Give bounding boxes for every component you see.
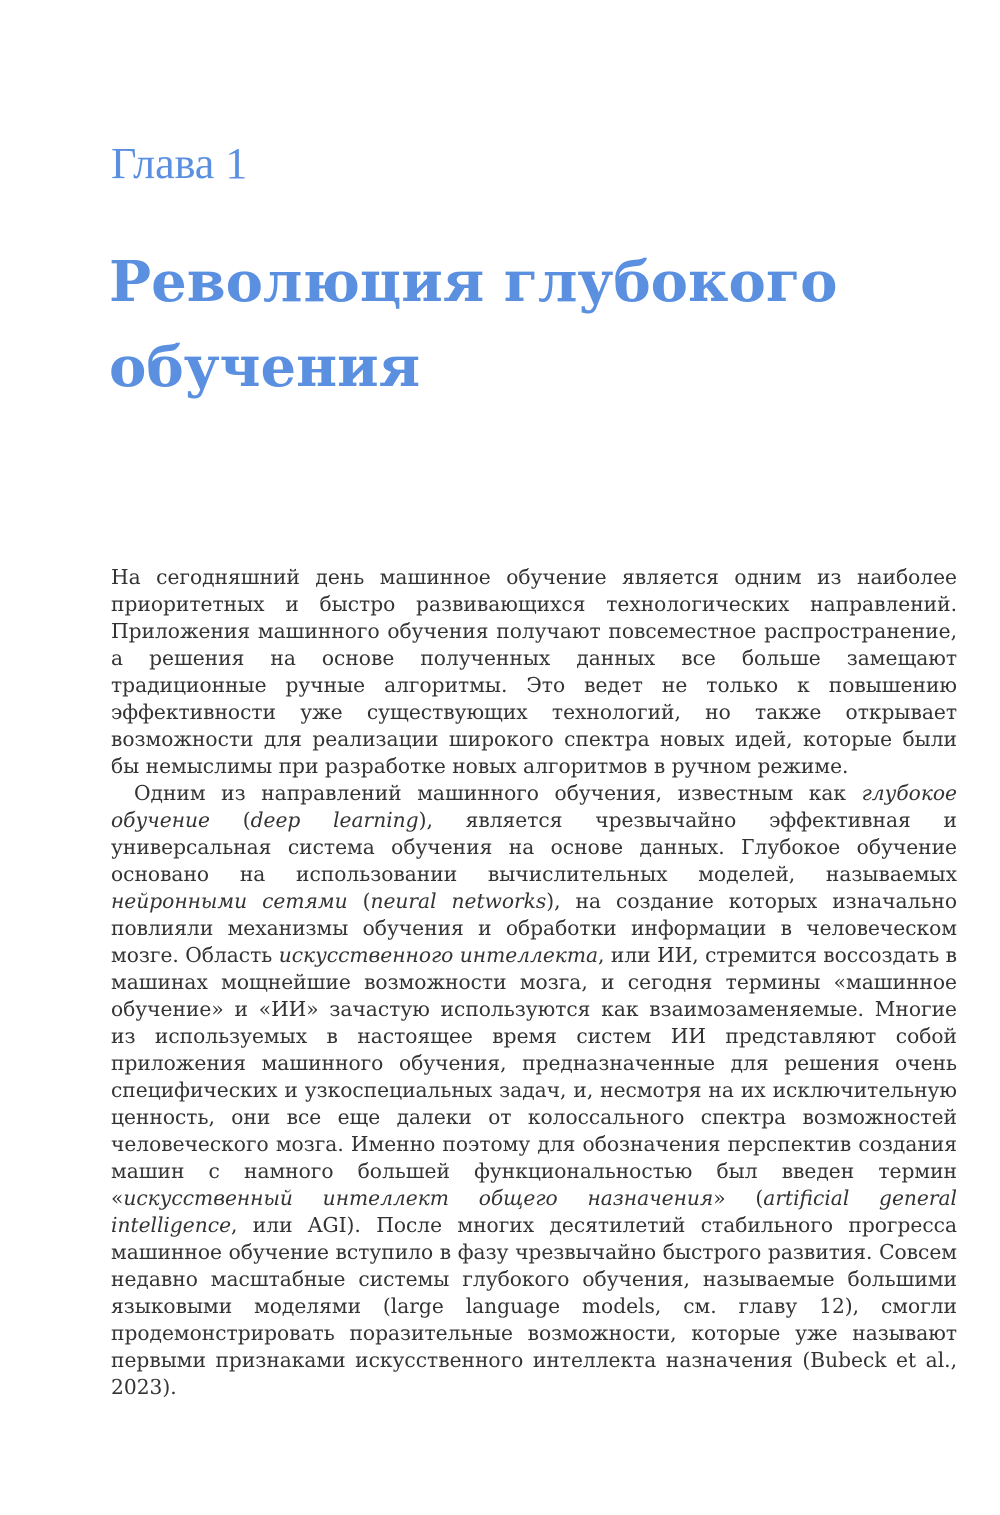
paragraph <box>111 564 957 780</box>
text-run: ), является чрезвычайно эффективная и универсальная система обучения на основе данных. Глубокое обучение основано на использовании вычислительных моделей, называемых <box>111 808 957 886</box>
italic-term: deep learning <box>250 808 419 832</box>
text-run: Одним из направлений машинного обучения, известным как <box>134 781 862 805</box>
paragraph <box>111 780 957 1401</box>
text-run: ( <box>347 889 371 913</box>
text-run: , или ИИ, стремится воссоздать в машинах мощнейшие возможности мозга, и сегодня термины «машинное обучение» и «ИИ» зачастую используются как взаимозаменяемые. Многие из используемых в настоящее время систем ИИ представляют собой приложения машинного обучения, предназначенные для решения очень специфических и узкоспециальных задач, и, несмотря на их исключительную ценность, они все еще далеки от колоссального спектра возможностей человеческого мозга. Именно поэтому для обозначения перспектив создания машин с намного большей функциональностью был введен термин « <box>111 943 957 1210</box>
chapter-label: Глава 1 <box>111 139 248 188</box>
text-run: , или AGI). После многих десятилетий стабильного прогресса машинное обучение вступило в фазу чрезвычайно быстрого развития. Совсем недавно масштабные системы глубокого обучения, называемые большими языковыми моделями (large language models, см. главу 12), смогли продемонстрировать поразительные возможности, которые уже называют первыми признаками искусственного интеллекта назначения (Bubeck et al., 2023). <box>111 1213 957 1399</box>
text-run: На сегодняшний день машинное обучение является одним из наиболее приоритетных и быстро развивающихся технологических направлений. Приложения машинного обучения получают повсеместное распространение, а решения на основе полученных данных все больше замещают традиционные ручные алгоритмы. Это ведет не только к повышению эффективности уже существующих технологий, но также открывает возможности для реализации широкого спектра новых идей, которые были бы немыслимы при разработке новых алгоритмов в ручном режиме. <box>111 565 957 778</box>
italic-term: искусственный интеллект общего назначения <box>123 1186 714 1210</box>
italic-term: глубокое обучение <box>111 781 957 832</box>
chapter-body <box>111 564 957 1401</box>
italic-term: нейронными сетями <box>111 889 348 913</box>
text-run: » ( <box>713 1186 764 1210</box>
text-run: ), на создание которых изначально повлияли механизмы обучения и обработки информации в человеческом мозге. Область <box>111 889 957 967</box>
text-run: ( <box>209 808 251 832</box>
chapter-title: Революция глубокого обучения <box>109 249 838 400</box>
italic-term: artificial general intelligence <box>111 1186 957 1237</box>
italic-term: neural networks <box>370 889 547 913</box>
italic-term: искусственного интеллекта <box>278 943 599 967</box>
